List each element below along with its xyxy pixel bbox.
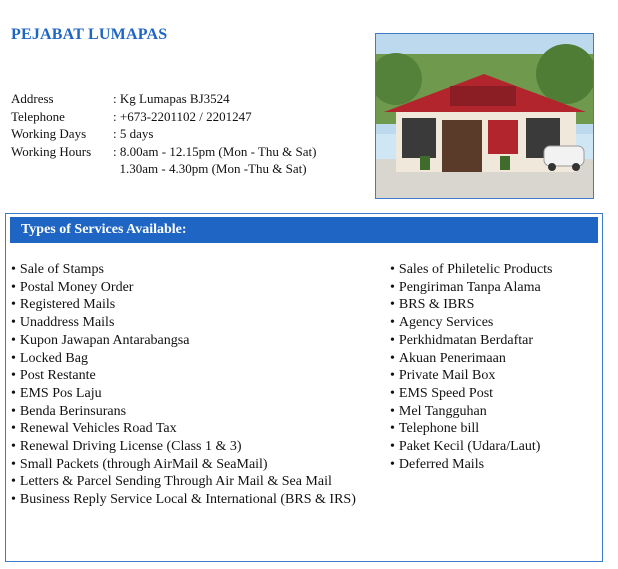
info-label: Telephone — [11, 108, 65, 124]
list-item: • Registered Mails — [11, 296, 356, 314]
list-item: • BRS & IBRS — [390, 296, 553, 314]
list-item: • Deferred Mails — [390, 456, 553, 474]
list-item: • Sale of Stamps — [11, 261, 356, 279]
list-item: • Benda Berinsurans — [11, 403, 356, 421]
list-item: • Private Mail Box — [390, 367, 553, 385]
list-item: • Business Reply Service Local & International (BRS & IRS) — [11, 491, 356, 509]
list-item: • Agency Services — [390, 314, 553, 332]
list-item: • Mel Tangguhan — [390, 403, 553, 421]
list-item: • Akuan Penerimaan — [390, 350, 553, 368]
info-value: : 8.00am - 12.15pm (Mon - Thu & Sat) — [113, 143, 317, 159]
list-item: • Postal Money Order — [11, 279, 356, 297]
info-value: : 5 days — [113, 126, 154, 141]
list-item: • Locked Bag — [11, 350, 356, 368]
list-item: • Small Packets (through AirMail & SeaMail) — [11, 456, 356, 474]
building-illustration — [376, 34, 593, 198]
info-label: Working Hours — [11, 143, 92, 159]
office-info — [11, 90, 316, 178]
list-item: • EMS Speed Post — [390, 385, 553, 403]
services-heading: Types of Services Available: — [10, 217, 598, 243]
info-value: : +673-2201102 / 2201247 — [113, 108, 252, 124]
list-item: • Post Restante — [11, 367, 356, 385]
info-row-working-hours — [11, 143, 316, 161]
list-item: • Renewal Driving License (Class 1 & 3) — [11, 438, 356, 456]
list-item: • Renewal Vehicles Road Tax — [11, 420, 356, 438]
list-item: • Telephone bill — [390, 420, 553, 438]
info-row-telephone — [11, 108, 316, 126]
list-item: • EMS Pos Laju — [11, 385, 356, 403]
info-row-working-hours-2 — [11, 160, 316, 178]
post-office-photo — [375, 33, 594, 199]
info-value: 1.30am - 4.30pm (Mon -Thu & Sat) — [113, 161, 307, 176]
info-row-working-days — [11, 125, 316, 143]
info-label: Working Days — [11, 126, 87, 141]
info-label: Address — [11, 91, 54, 106]
list-item: • Perkhidmatan Berdaftar — [390, 332, 553, 350]
list-item: • Pengiriman Tanpa Alama — [390, 279, 553, 297]
list-item: • Unaddress Mails — [11, 314, 356, 332]
page-title: PEJABAT LUMAPAS — [11, 26, 168, 43]
list-item: • Letters & Parcel Sending Through Air Mail & Sea Mail — [11, 473, 356, 491]
list-item: • Kupon Jawapan Antarabangsa — [11, 332, 356, 350]
services-list-right — [390, 261, 553, 473]
list-item: • Sales of Philetelic Products — [390, 261, 553, 279]
services-panel — [5, 213, 603, 562]
services-list-left — [11, 261, 356, 509]
info-row-address — [11, 90, 316, 108]
info-value: : Kg Lumapas BJ3524 — [113, 91, 230, 106]
list-item: • Paket Kecil (Udara/Laut) — [390, 438, 553, 456]
info-label — [11, 160, 113, 178]
